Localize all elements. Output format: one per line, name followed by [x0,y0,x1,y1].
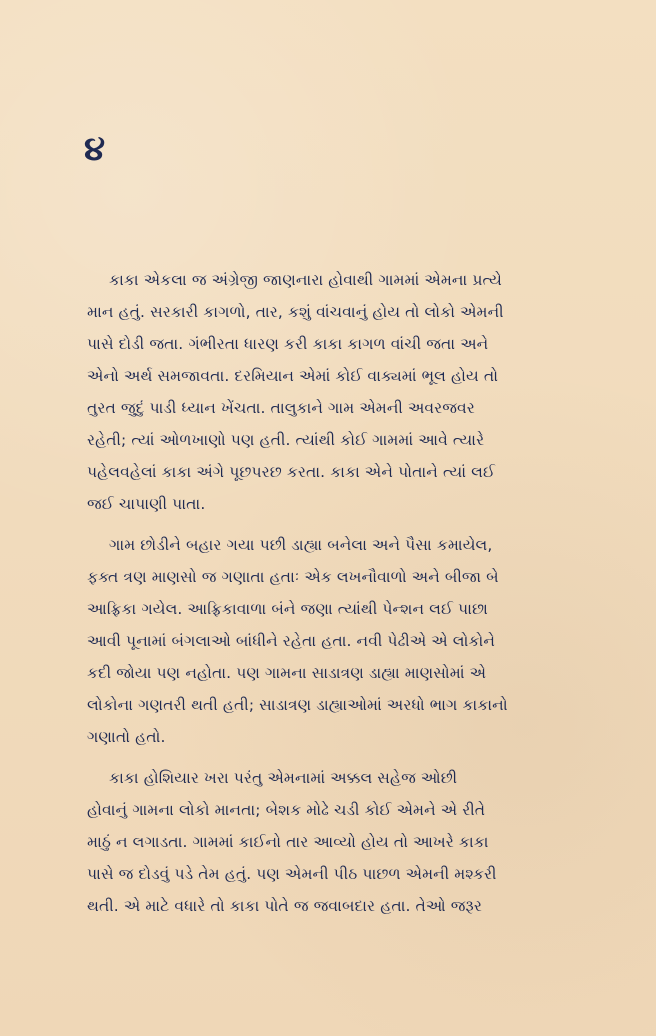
paragraph-1 [87,264,617,520]
paragraph-3 [87,762,617,922]
text-line: માન હતું. સરકારી કાગળો, તાર, કશું વાંચવાનું હોય તો લોકો એમની [87,303,504,321]
paragraph-2 [87,529,617,753]
text-line: કદી જોયા પણ નહોતા. પણ ગામના સાડાત્રણ ડાહ્યા માણસોમાં એ [87,664,487,682]
text-line: ગામ છોડીને બહાર ગયા પછી ડાહ્યા બનેલા અને પૈસા કમાયેલ, [109,536,493,554]
page-content [87,264,617,931]
text-line: પાસે દોડી જતા. ગંભીરતા ધારણ કરી કાકા કાગળ વાંચી જતા અને [87,335,489,353]
text-line: પહેલવહેલાં કાકા અંગે પૂછપરછ કરતા. કાકા એને પોતાને ત્યાં લઈ [87,463,496,481]
text-line: ગણાતો હતો. [87,728,166,746]
text-line: જઈ ચાપાણી પાતા. [87,495,206,513]
chapter-number: ૪ [84,129,106,169]
text-line: ફક્ત ત્રણ માણસો જ ગણાતા હતાઃ એક લખનૌવાળો અને બીજા બે [87,568,499,586]
text-line: રહેતી; ત્યાં ઓળખાણો પણ હતી. ત્યાંથી કોઈ ગામમાં આવે ત્યારે [87,431,485,449]
text-line: પાસે જ દોડવું પડે તેમ હતું. પણ એમની પીઠ પાછળ એમની મશ્કરી [87,865,497,883]
text-line: કાકા એકલા જ અંગ્રેજી જાણનારા હોવાથી ગામમાં એમના પ્રત્યે [109,271,502,289]
text-line: હોવાનું ગામના લોકો માનતા; બેશક મોઢે ચડી કોઈ એમને એ રીતે [87,801,486,819]
text-line: માઠું ન લગાડતા. ગામમાં કાઈનો તાર આવ્યો હોય તો આખરે કાકા [87,833,489,851]
text-line: થતી. એ માટે વધારે તો કાકા પોતે જ જવાબદાર હતા. તેઓ જરૂર [87,897,482,915]
text-line: કાકા હોશિયાર ખરા પરંતુ એમનામાં અક્કલ સહેજ ઓછી [109,769,458,787]
text-line: આફ્રિકા ગયેલ. આફ્રિકાવાળા બંને જણા ત્યાંથી પેન્શન લઈ પાછા [87,600,488,618]
text-line: એનો અર્થ સમજાવતા. દરમિયાન એમાં કોઈ વાક્યમાં ભૂલ હોય તો [87,367,499,385]
text-line: તુરત જુદું પાડી ધ્યાન ખેંચતા. તાલુકાને ગામ એમની અવરજવર [87,399,475,417]
text-line: આવી પૂનામાં બંગલાઓ બાંધીને રહેતા હતા. નવી પેઢીએ એ લોકોને [87,632,496,650]
text-line: લોકોના ગણતરી થતી હતી; સાડાત્રણ ડાહ્યાઓમાં અરધો ભાગ કાકાનો [87,696,508,714]
